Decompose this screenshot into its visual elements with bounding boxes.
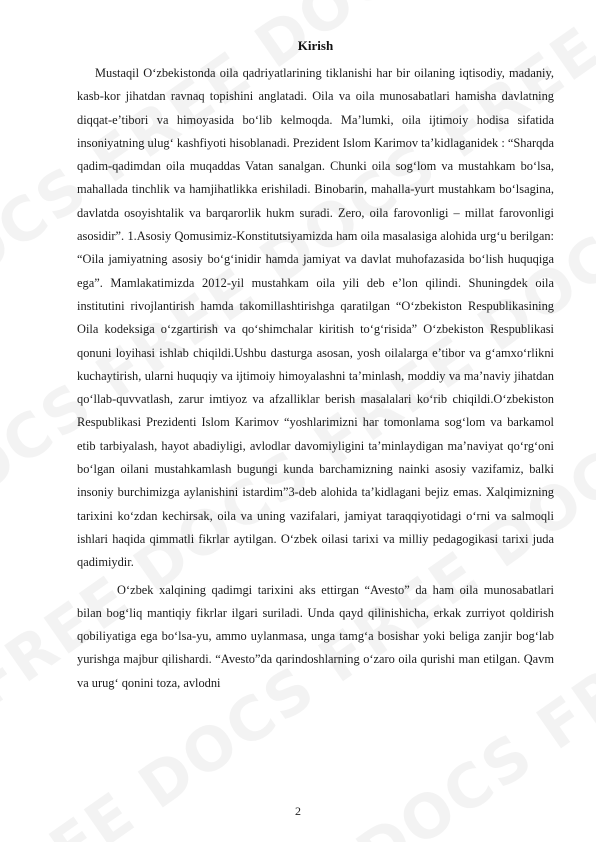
page-number: 2 (295, 804, 301, 818)
document-body (77, 36, 554, 695)
paragraph-2: O‘zbek xalqining qadimgi tarixini aks ettirgan “Avesto” da ham oila munosabatlari bilan bog‘liq mantiqiy fikrlar ilgari suriladi. Unda qayd qilinishicha, erkak zurriyot qoldirish qobiliyatiga ega bo‘lsa-yu, ammo uylanmasa, unga tamg‘a bosishar yoki beliga zanjir bog‘lab yurishga majbur qilishardi. “Avesto”da qarindoshlarning o‘zaro oila qurishi man etilgan. Qavm va urug‘ qonini toza, avlodni (77, 582, 554, 690)
paragraph-1: Mustaqil O‘zbekistonda oila qadriyatlarining tiklanishi har bir oilaning iqtisodiy, madaniy, kasb-kor jihatdan ravnaq topishini anglatadi. Oila va oila munosabatlari hamisha davlatning diqqat-e’tibori va himoyasida bo‘lib kelmoqda. Ma’lumki, oila ijtimoiy hodisa sifatida insoniyatning ulug‘ kashfiyoti hisoblanadi. Prezident Islom Karimov ta’kidlaganidek : “Sharqda qadim-qadimdan oila muqaddas Vatan sanalgan. Chunki oila sog‘lom va mustahkam bo‘lsa, mahallada tinchlik va hamjihatlikka erishiladi. Binobarin, mahalla-yurt mustahkam bo‘lsagina, davlatda osoyishtalik va barqarorlik hukm suradi. Zero, oila farovonligi – millat farovonligi asosidir”. 1.Asosiy Qomusimiz-Konstitutsiyamizda ham oila masalasiga alohida urg‘u berilgan: “Oila jamiyatning asosiy bo‘g‘inidir hamda jamiyat va davlat muhofazasida bo‘lish huquqiga ega”. Mamlakatimizda 2012-yil mustahkam oila yili deb e’lon qilindi. Shuningdek oila institutini rivojlantirish hamda takomillashtirishga qaratilgan “O‘zbekiston Respublikasining Oila kodeksiga o‘zgartirish va qo‘shimchalar kiritish to‘g‘risida” O‘zbekiston Respublikasi qonuni loyihasi ishlab chiqildi.Ushbu dasturga asosan, yosh oilalarga e’tibor va g‘amxo‘rlikni kuchaytirish, ularni huquqiy va ijtimoiy himoyalashni ta’minlash, moddiy va ma’naviy jihatdan qo‘llab-quvvatlash, zarur imtiyoz va afzalliklar berish masalalari ko‘rib chiqildi.O‘zbekiston Respublikasi Prezidenti Islom Karimov “yoshlarimizni har tomonlama sog‘lom va barkamol etib tarbiyalash, hayot abadiyligi, avlodlar davomiyligini ta’minlaydigan ma’naviyat qo‘rg‘oni bo‘lgan oilani mustahkamlash bugungi kunda barchamizning nainki asosiy vazifamiz, balki insoniy burchimizga aylanishini istardim”3-deb alohida ta’kidlagani bejiz emas. Xalqimizning tarixini ko‘zdan kechirsak, oila va uning vazifalari, jamiyat taraqqiyotidagi o‘rni va salmoqli ishlari haqida qimmatli fikrlar aytilgan. O‘zbek oilasi tarixi va milliy pedagogikasi tarixi juda qadimiydir. (77, 66, 554, 570)
section-title: Kirish (297, 38, 334, 53)
